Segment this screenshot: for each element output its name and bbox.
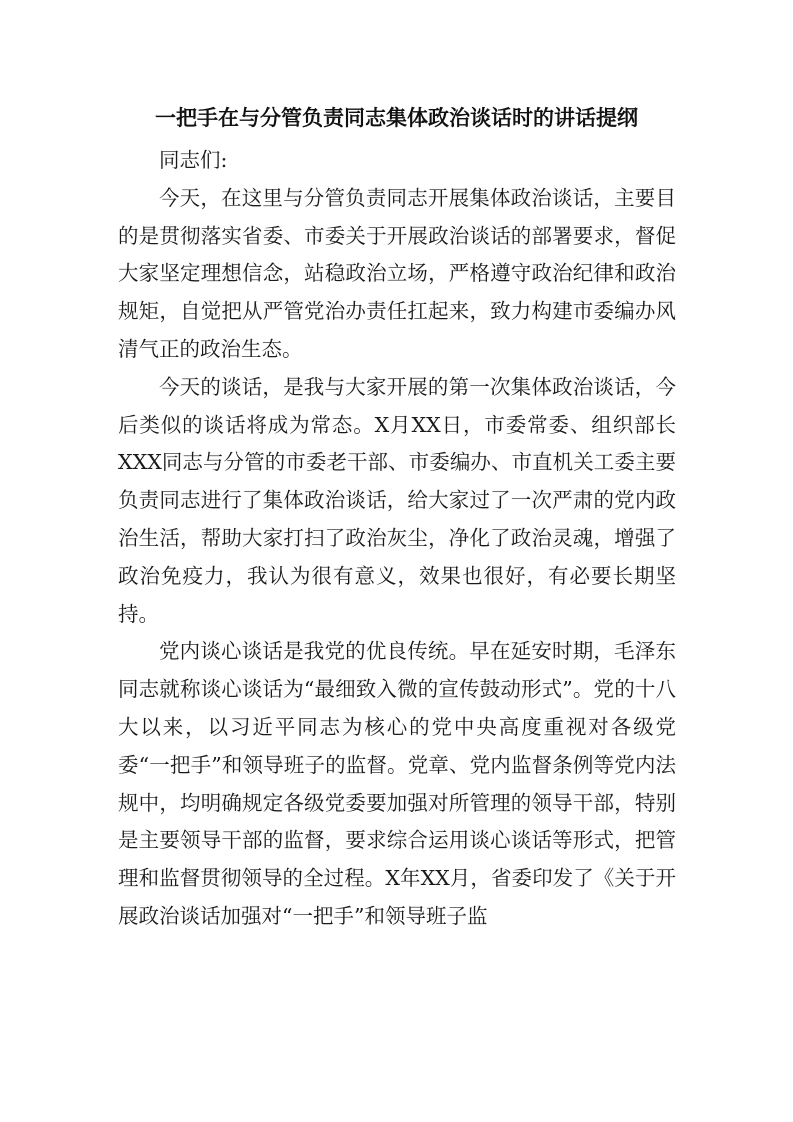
document-body — [118, 142, 676, 936]
paragraph-3: 党内谈心谈话是我党的优良传统。早在延安时期，毛泽东同志就称谈心谈话为“最细致入微的宣传鼓动形式”。党的十八大以来，以习近平同志为核心的党中央高度重视对各级党委“一把手”和领导班子的监督。党章、党内监督条例等党内法规中，均明确规定各级党委要加强对所管理的领导干部，特别是主要领导干部的监督，要求综合运用谈心谈话等形式，把管理和监督贯彻领导的全过程。X年XX月，省委印发了《关于开展政治谈话加强对“一把手”和领导班子监 — [118, 639, 676, 928]
paragraph-1: 今天，在这里与分管负责同志开展集体政治谈话，主要目的是贯彻落实省委、市委关于开展政治谈话的部署要求，督促大家坚定理想信念，站稳政治立场，严格遵守政治纪律和政治规矩，自觉把从严管党治办责任扛起来，致力构建市委编办风清气正的政治生态。 — [118, 185, 676, 361]
document-title: 一把手在与分管负责同志集体政治谈话时的讲话提纲 — [155, 106, 638, 130]
paragraph-2: 今天的谈话，是我与大家开展的第一次集体政治谈话，今后类似的谈话将成为常态。X月XX日，市委常委、组织部长XXX同志与分管的市委老干部、市委编办、市直机关工委主要负责同志进行了集体政治谈话，给大家过了一次严肃的党内政治生活，帮助大家打扫了政治灰尘，净化了政治灵魂，增强了政治免疫力，我认为很有意义，效果也很好，有必要长期坚持。 — [118, 374, 676, 626]
salutation: 同志们: — [159, 148, 228, 172]
